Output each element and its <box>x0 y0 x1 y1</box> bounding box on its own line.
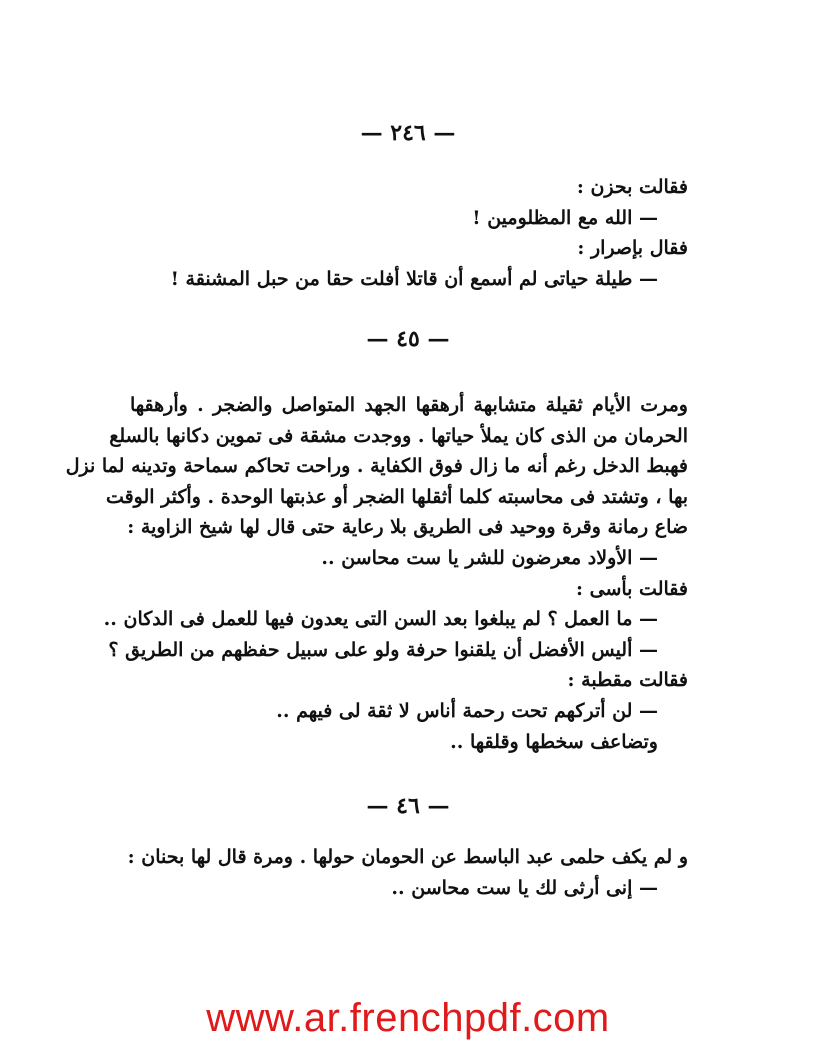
watermark-link: www.ar.frenchpdf.com <box>206 996 610 1040</box>
dialogue-line: فقالت مقطبة : <box>567 669 688 692</box>
text-line: — الله مع المظلومين ! <box>472 206 658 229</box>
section-heading-45: — ٤٥ — <box>366 326 450 352</box>
paragraph-line: فهبط الدخل رغم أنه ما زال فوق الكفاية . وراحت تحاكم سماحة وتدينه لما نزل <box>65 455 688 478</box>
dialogue-line: — إنى أرثى لك يا ست محاسن .. <box>391 876 658 899</box>
section-45-body <box>65 390 688 757</box>
section-heading-46: — ٤٦ — <box>366 793 450 819</box>
paragraph-line: ومرت الأيام ثقيلة متشابهة أرهقها الجهد المتواصل والضجر . وأرهقها <box>130 394 688 416</box>
dialogue-line: — لن أتركهم تحت رحمة أناس لا ثقة لى فيهم .. <box>276 699 658 722</box>
text-line: فقالت بحزن : <box>576 176 688 198</box>
dialogue-line: — ما العمل ؟ لم يبلغوا بعد السن التى يعدون فيها للعمل فى الدكان .. <box>103 608 658 631</box>
paragraph-line: الحرمان من الذى كان يملأ حياتها . ووجدت مشقة فى تموين دكانها بالسلع <box>109 424 688 447</box>
page-number: — ٢٤٦ — <box>360 120 456 146</box>
text-line: فقال بإصرار : <box>577 237 688 260</box>
dialogue-line: — أليس الأفضل أن يلقنوا حرفة ولو على سبيل حفظهم من الطريق ؟ <box>108 638 658 661</box>
dialogue-line: فقالت بأسى : <box>575 577 688 600</box>
paragraph-line: ضاع رمانة وقرة ووحيد فى الطريق بلا رعاية حتى قال لها شيخ الزاوية : <box>127 516 688 539</box>
section-46-body <box>127 842 688 903</box>
text-line: — طيلة حياتى لم أسمع أن قاتلا أفلت حقا من حبل المشنقة ! <box>170 267 658 290</box>
paragraph-line: و لم يكف حلمى عبد الباسط عن الحومان حولها . ومرة قال لها بحنان : <box>127 846 688 868</box>
paragraph-line: بها ، وتشتد فى محاسبته كلما أثقلها الضجر أو عذبتها الوحدة . وأكثر الوقت <box>105 485 688 508</box>
paragraph-line: وتضاعف سخطها وقلقها .. <box>450 730 658 753</box>
dialogue-line: — الأولاد معرضون للشر يا ست محاسن .. <box>321 546 658 569</box>
dialogue-block-top <box>130 172 688 294</box>
